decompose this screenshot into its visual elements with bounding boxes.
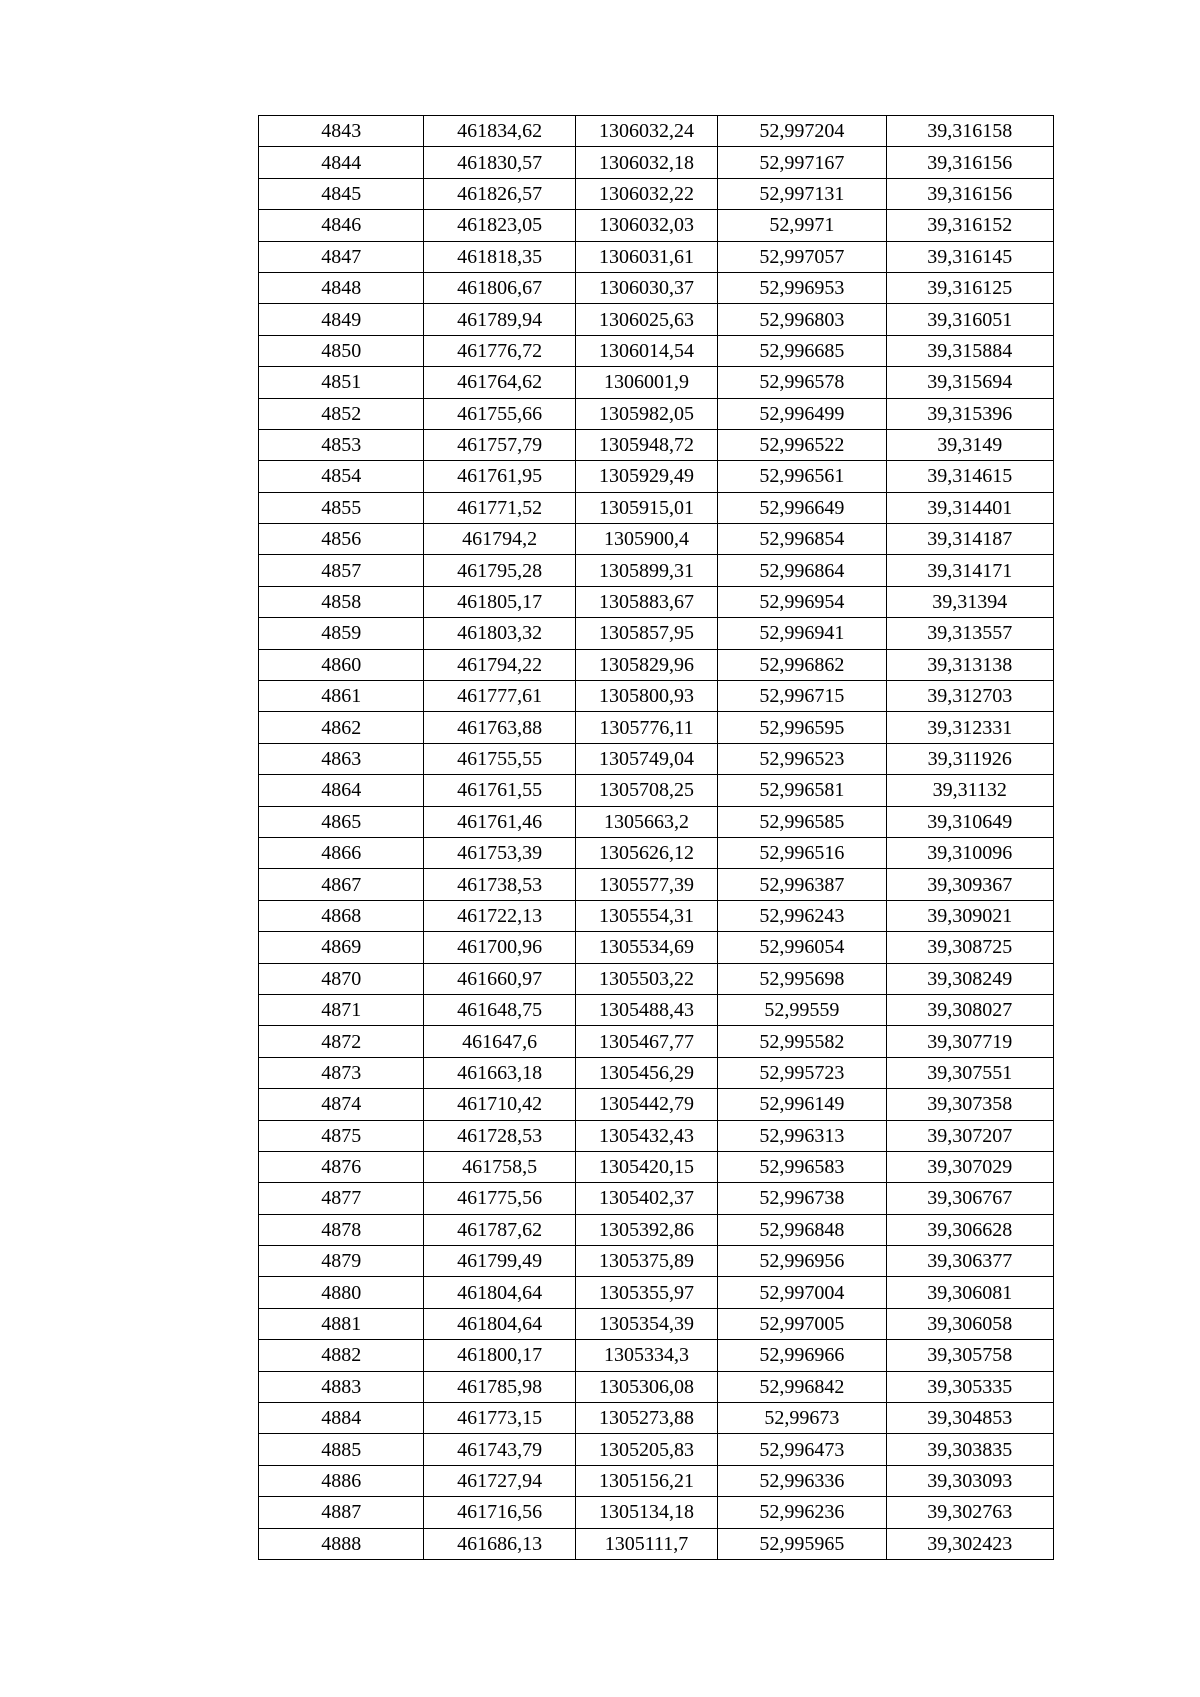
point-number-cell: 4870 <box>259 963 424 994</box>
point-number-cell: 4872 <box>259 1026 424 1057</box>
coord-x-cell: 461722,13 <box>424 900 575 931</box>
table-row <box>259 1465 1054 1496</box>
table-row <box>259 1277 1054 1308</box>
longitude-cell: 39,308725 <box>886 932 1053 963</box>
coord-y-cell: 1306031,61 <box>575 241 717 272</box>
point-number-cell: 4843 <box>259 116 424 147</box>
latitude-cell: 52,997005 <box>718 1308 886 1339</box>
coord-x-cell: 461727,94 <box>424 1465 575 1496</box>
point-number-cell: 4853 <box>259 429 424 460</box>
longitude-cell: 39,306058 <box>886 1308 1053 1339</box>
coord-y-cell: 1306032,18 <box>575 147 717 178</box>
point-number-cell: 4854 <box>259 461 424 492</box>
latitude-cell: 52,996738 <box>718 1183 886 1214</box>
coord-y-cell: 1306032,03 <box>575 210 717 241</box>
coord-y-cell: 1305776,11 <box>575 712 717 743</box>
coord-x-cell: 461761,55 <box>424 775 575 806</box>
longitude-cell: 39,316051 <box>886 304 1053 335</box>
latitude-cell: 52,996842 <box>718 1371 886 1402</box>
table-row <box>259 681 1054 712</box>
longitude-cell: 39,315694 <box>886 367 1053 398</box>
coord-x-cell: 461830,57 <box>424 147 575 178</box>
coordinates-table-body <box>259 116 1054 1560</box>
latitude-cell: 52,997167 <box>718 147 886 178</box>
table-row <box>259 712 1054 743</box>
coord-x-cell: 461794,22 <box>424 649 575 680</box>
table-row <box>259 806 1054 837</box>
coordinates-table <box>258 115 1054 1560</box>
coord-x-cell: 461799,49 <box>424 1246 575 1277</box>
longitude-cell: 39,313557 <box>886 618 1053 649</box>
coord-y-cell: 1305915,01 <box>575 492 717 523</box>
latitude-cell: 52,996854 <box>718 524 886 555</box>
table-row <box>259 900 1054 931</box>
longitude-cell: 39,309021 <box>886 900 1053 931</box>
table-row <box>259 837 1054 868</box>
coord-y-cell: 1305205,83 <box>575 1434 717 1465</box>
latitude-cell: 52,996585 <box>718 806 886 837</box>
longitude-cell: 39,316156 <box>886 178 1053 209</box>
coord-y-cell: 1305354,39 <box>575 1308 717 1339</box>
point-number-cell: 4863 <box>259 743 424 774</box>
coord-x-cell: 461663,18 <box>424 1057 575 1088</box>
coord-y-cell: 1305111,7 <box>575 1528 717 1559</box>
latitude-cell: 52,996578 <box>718 367 886 398</box>
table-row <box>259 586 1054 617</box>
latitude-cell: 52,997204 <box>718 116 886 147</box>
coord-x-cell: 461785,98 <box>424 1371 575 1402</box>
point-number-cell: 4869 <box>259 932 424 963</box>
table-row <box>259 1026 1054 1057</box>
longitude-cell: 39,306377 <box>886 1246 1053 1277</box>
coord-x-cell: 461826,57 <box>424 178 575 209</box>
longitude-cell: 39,304853 <box>886 1403 1053 1434</box>
longitude-cell: 39,314171 <box>886 555 1053 586</box>
point-number-cell: 4884 <box>259 1403 424 1434</box>
point-number-cell: 4866 <box>259 837 424 868</box>
coord-x-cell: 461761,95 <box>424 461 575 492</box>
table-row <box>259 1120 1054 1151</box>
coord-x-cell: 461761,46 <box>424 806 575 837</box>
coord-x-cell: 461716,56 <box>424 1497 575 1528</box>
table-row <box>259 1308 1054 1339</box>
point-number-cell: 4877 <box>259 1183 424 1214</box>
table-row <box>259 367 1054 398</box>
latitude-cell: 52,997004 <box>718 1277 886 1308</box>
coord-x-cell: 461738,53 <box>424 869 575 900</box>
coord-x-cell: 461710,42 <box>424 1089 575 1120</box>
longitude-cell: 39,305758 <box>886 1340 1053 1371</box>
coord-x-cell: 461755,55 <box>424 743 575 774</box>
longitude-cell: 39,316158 <box>886 116 1053 147</box>
coord-x-cell: 461773,15 <box>424 1403 575 1434</box>
coord-y-cell: 1305857,95 <box>575 618 717 649</box>
coord-x-cell: 461743,79 <box>424 1434 575 1465</box>
table-row <box>259 492 1054 523</box>
coord-y-cell: 1305467,77 <box>575 1026 717 1057</box>
longitude-cell: 39,308027 <box>886 994 1053 1025</box>
coord-y-cell: 1305355,97 <box>575 1277 717 1308</box>
table-row <box>259 555 1054 586</box>
table-row <box>259 524 1054 555</box>
latitude-cell: 52,995723 <box>718 1057 886 1088</box>
latitude-cell: 52,997057 <box>718 241 886 272</box>
latitude-cell: 52,996848 <box>718 1214 886 1245</box>
point-number-cell: 4850 <box>259 335 424 366</box>
coord-y-cell: 1305432,43 <box>575 1120 717 1151</box>
latitude-cell: 52,996387 <box>718 869 886 900</box>
coord-x-cell: 461794,2 <box>424 524 575 555</box>
table-row <box>259 649 1054 680</box>
coord-y-cell: 1305663,2 <box>575 806 717 837</box>
coord-x-cell: 461753,39 <box>424 837 575 868</box>
table-row <box>259 335 1054 366</box>
point-number-cell: 4851 <box>259 367 424 398</box>
point-number-cell: 4846 <box>259 210 424 241</box>
point-number-cell: 4885 <box>259 1434 424 1465</box>
latitude-cell: 52,995698 <box>718 963 886 994</box>
coord-y-cell: 1305156,21 <box>575 1465 717 1496</box>
table-row <box>259 398 1054 429</box>
longitude-cell: 39,306628 <box>886 1214 1053 1245</box>
latitude-cell: 52,996522 <box>718 429 886 460</box>
longitude-cell: 39,310096 <box>886 837 1053 868</box>
coord-y-cell: 1305334,3 <box>575 1340 717 1371</box>
latitude-cell: 52,996685 <box>718 335 886 366</box>
longitude-cell: 39,311926 <box>886 743 1053 774</box>
table-row <box>259 1214 1054 1245</box>
coord-y-cell: 1305577,39 <box>575 869 717 900</box>
longitude-cell: 39,305335 <box>886 1371 1053 1402</box>
longitude-cell: 39,302423 <box>886 1528 1053 1559</box>
table-row <box>259 304 1054 335</box>
coord-y-cell: 1305503,22 <box>575 963 717 994</box>
coord-x-cell: 461777,61 <box>424 681 575 712</box>
point-number-cell: 4883 <box>259 1371 424 1402</box>
coord-y-cell: 1305929,49 <box>575 461 717 492</box>
latitude-cell: 52,996149 <box>718 1089 886 1120</box>
coord-x-cell: 461806,67 <box>424 272 575 303</box>
coord-x-cell: 461764,62 <box>424 367 575 398</box>
table-row <box>259 618 1054 649</box>
table-row <box>259 147 1054 178</box>
coord-y-cell: 1305488,43 <box>575 994 717 1025</box>
point-number-cell: 4856 <box>259 524 424 555</box>
table-row <box>259 1246 1054 1277</box>
coord-x-cell: 461800,17 <box>424 1340 575 1371</box>
point-number-cell: 4864 <box>259 775 424 806</box>
point-number-cell: 4847 <box>259 241 424 272</box>
point-number-cell: 4878 <box>259 1214 424 1245</box>
latitude-cell: 52,996336 <box>718 1465 886 1496</box>
point-number-cell: 4881 <box>259 1308 424 1339</box>
longitude-cell: 39,307719 <box>886 1026 1053 1057</box>
coord-y-cell: 1305554,31 <box>575 900 717 931</box>
latitude-cell: 52,996561 <box>718 461 886 492</box>
point-number-cell: 4858 <box>259 586 424 617</box>
table-row <box>259 1497 1054 1528</box>
coord-x-cell: 461789,94 <box>424 304 575 335</box>
coord-x-cell: 461660,97 <box>424 963 575 994</box>
point-number-cell: 4876 <box>259 1151 424 1182</box>
longitude-cell: 39,308249 <box>886 963 1053 994</box>
point-number-cell: 4871 <box>259 994 424 1025</box>
longitude-cell: 39,306767 <box>886 1183 1053 1214</box>
coord-y-cell: 1305708,25 <box>575 775 717 806</box>
longitude-cell: 39,307551 <box>886 1057 1053 1088</box>
table-row <box>259 1403 1054 1434</box>
table-row <box>259 743 1054 774</box>
latitude-cell: 52,996862 <box>718 649 886 680</box>
table-row <box>259 1057 1054 1088</box>
coord-y-cell: 1305900,4 <box>575 524 717 555</box>
point-number-cell: 4865 <box>259 806 424 837</box>
table-row <box>259 1183 1054 1214</box>
coord-x-cell: 461776,72 <box>424 335 575 366</box>
coord-x-cell: 461787,62 <box>424 1214 575 1245</box>
point-number-cell: 4868 <box>259 900 424 931</box>
longitude-cell: 39,302763 <box>886 1497 1053 1528</box>
table-row <box>259 429 1054 460</box>
table-row <box>259 1151 1054 1182</box>
table-row <box>259 241 1054 272</box>
coord-x-cell: 461795,28 <box>424 555 575 586</box>
coord-x-cell: 461648,75 <box>424 994 575 1025</box>
table-row <box>259 775 1054 806</box>
coord-y-cell: 1305402,37 <box>575 1183 717 1214</box>
coord-y-cell: 1305749,04 <box>575 743 717 774</box>
coord-x-cell: 461803,32 <box>424 618 575 649</box>
longitude-cell: 39,306081 <box>886 1277 1053 1308</box>
coord-x-cell: 461823,05 <box>424 210 575 241</box>
longitude-cell: 39,303835 <box>886 1434 1053 1465</box>
coord-x-cell: 461834,62 <box>424 116 575 147</box>
point-number-cell: 4860 <box>259 649 424 680</box>
longitude-cell: 39,312331 <box>886 712 1053 743</box>
latitude-cell: 52,996715 <box>718 681 886 712</box>
point-number-cell: 4886 <box>259 1465 424 1496</box>
latitude-cell: 52,996649 <box>718 492 886 523</box>
longitude-cell: 39,313138 <box>886 649 1053 680</box>
point-number-cell: 4852 <box>259 398 424 429</box>
point-number-cell: 4848 <box>259 272 424 303</box>
coord-x-cell: 461647,6 <box>424 1026 575 1057</box>
coord-y-cell: 1306032,22 <box>575 178 717 209</box>
latitude-cell: 52,996864 <box>718 555 886 586</box>
latitude-cell: 52,997131 <box>718 178 886 209</box>
longitude-cell: 39,310649 <box>886 806 1053 837</box>
latitude-cell: 52,996243 <box>718 900 886 931</box>
point-number-cell: 4867 <box>259 869 424 900</box>
coord-x-cell: 461686,13 <box>424 1528 575 1559</box>
latitude-cell: 52,995965 <box>718 1528 886 1559</box>
point-number-cell: 4859 <box>259 618 424 649</box>
longitude-cell: 39,309367 <box>886 869 1053 900</box>
coord-y-cell: 1305800,93 <box>575 681 717 712</box>
longitude-cell: 39,316152 <box>886 210 1053 241</box>
longitude-cell: 39,315884 <box>886 335 1053 366</box>
coord-y-cell: 1305982,05 <box>575 398 717 429</box>
point-number-cell: 4873 <box>259 1057 424 1088</box>
coord-y-cell: 1306030,37 <box>575 272 717 303</box>
coord-y-cell: 1305420,15 <box>575 1151 717 1182</box>
latitude-cell: 52,996803 <box>718 304 886 335</box>
longitude-cell: 39,307029 <box>886 1151 1053 1182</box>
coord-x-cell: 461755,66 <box>424 398 575 429</box>
table-row <box>259 461 1054 492</box>
coord-x-cell: 461771,52 <box>424 492 575 523</box>
coord-y-cell: 1305134,18 <box>575 1497 717 1528</box>
coord-y-cell: 1305948,72 <box>575 429 717 460</box>
latitude-cell: 52,996966 <box>718 1340 886 1371</box>
latitude-cell: 52,99673 <box>718 1403 886 1434</box>
point-number-cell: 4888 <box>259 1528 424 1559</box>
latitude-cell: 52,996516 <box>718 837 886 868</box>
table-row <box>259 1371 1054 1402</box>
coord-y-cell: 1306032,24 <box>575 116 717 147</box>
latitude-cell: 52,996583 <box>718 1151 886 1182</box>
latitude-cell: 52,996313 <box>718 1120 886 1151</box>
coord-x-cell: 461758,5 <box>424 1151 575 1182</box>
table-row <box>259 116 1054 147</box>
latitude-cell: 52,996954 <box>718 586 886 617</box>
point-number-cell: 4844 <box>259 147 424 178</box>
latitude-cell: 52,996523 <box>718 743 886 774</box>
longitude-cell: 39,307358 <box>886 1089 1053 1120</box>
coord-y-cell: 1305626,12 <box>575 837 717 868</box>
point-number-cell: 4861 <box>259 681 424 712</box>
table-row <box>259 1340 1054 1371</box>
table-row <box>259 869 1054 900</box>
longitude-cell: 39,303093 <box>886 1465 1053 1496</box>
longitude-cell: 39,314187 <box>886 524 1053 555</box>
table-row <box>259 963 1054 994</box>
longitude-cell: 39,316156 <box>886 147 1053 178</box>
coord-x-cell: 461763,88 <box>424 712 575 743</box>
coord-y-cell: 1305392,86 <box>575 1214 717 1245</box>
longitude-cell: 39,314615 <box>886 461 1053 492</box>
coord-y-cell: 1306014,54 <box>575 335 717 366</box>
point-number-cell: 4874 <box>259 1089 424 1120</box>
latitude-cell: 52,996054 <box>718 932 886 963</box>
longitude-cell: 39,315396 <box>886 398 1053 429</box>
coord-y-cell: 1305375,89 <box>575 1246 717 1277</box>
latitude-cell: 52,996595 <box>718 712 886 743</box>
table-row <box>259 178 1054 209</box>
coord-x-cell: 461804,64 <box>424 1277 575 1308</box>
coord-x-cell: 461775,56 <box>424 1183 575 1214</box>
latitude-cell: 52,9971 <box>718 210 886 241</box>
latitude-cell: 52,996473 <box>718 1434 886 1465</box>
coord-y-cell: 1305306,08 <box>575 1371 717 1402</box>
coord-x-cell: 461805,17 <box>424 586 575 617</box>
coord-x-cell: 461700,96 <box>424 932 575 963</box>
coord-y-cell: 1305442,79 <box>575 1089 717 1120</box>
coord-y-cell: 1305456,29 <box>575 1057 717 1088</box>
coord-x-cell: 461728,53 <box>424 1120 575 1151</box>
coord-y-cell: 1305829,96 <box>575 649 717 680</box>
coord-y-cell: 1305899,31 <box>575 555 717 586</box>
table-row <box>259 272 1054 303</box>
latitude-cell: 52,996956 <box>718 1246 886 1277</box>
longitude-cell: 39,31132 <box>886 775 1053 806</box>
longitude-cell: 39,307207 <box>886 1120 1053 1151</box>
longitude-cell: 39,316125 <box>886 272 1053 303</box>
point-number-cell: 4849 <box>259 304 424 335</box>
coord-x-cell: 461757,79 <box>424 429 575 460</box>
latitude-cell: 52,99559 <box>718 994 886 1025</box>
coord-x-cell: 461818,35 <box>424 241 575 272</box>
latitude-cell: 52,996499 <box>718 398 886 429</box>
longitude-cell: 39,31394 <box>886 586 1053 617</box>
latitude-cell: 52,996953 <box>718 272 886 303</box>
table-row <box>259 1089 1054 1120</box>
longitude-cell: 39,316145 <box>886 241 1053 272</box>
point-number-cell: 4875 <box>259 1120 424 1151</box>
coord-y-cell: 1305273,88 <box>575 1403 717 1434</box>
coord-y-cell: 1306025,63 <box>575 304 717 335</box>
point-number-cell: 4879 <box>259 1246 424 1277</box>
coord-x-cell: 461804,64 <box>424 1308 575 1339</box>
point-number-cell: 4887 <box>259 1497 424 1528</box>
latitude-cell: 52,996581 <box>718 775 886 806</box>
longitude-cell: 39,314401 <box>886 492 1053 523</box>
point-number-cell: 4845 <box>259 178 424 209</box>
latitude-cell: 52,995582 <box>718 1026 886 1057</box>
point-number-cell: 4880 <box>259 1277 424 1308</box>
point-number-cell: 4862 <box>259 712 424 743</box>
point-number-cell: 4857 <box>259 555 424 586</box>
table-row <box>259 932 1054 963</box>
coord-y-cell: 1306001,9 <box>575 367 717 398</box>
point-number-cell: 4855 <box>259 492 424 523</box>
table-row <box>259 994 1054 1025</box>
coord-y-cell: 1305534,69 <box>575 932 717 963</box>
table-row <box>259 1528 1054 1559</box>
table-row <box>259 210 1054 241</box>
point-number-cell: 4882 <box>259 1340 424 1371</box>
longitude-cell: 39,312703 <box>886 681 1053 712</box>
coord-y-cell: 1305883,67 <box>575 586 717 617</box>
longitude-cell: 39,3149 <box>886 429 1053 460</box>
latitude-cell: 52,996236 <box>718 1497 886 1528</box>
latitude-cell: 52,996941 <box>718 618 886 649</box>
table-row <box>259 1434 1054 1465</box>
